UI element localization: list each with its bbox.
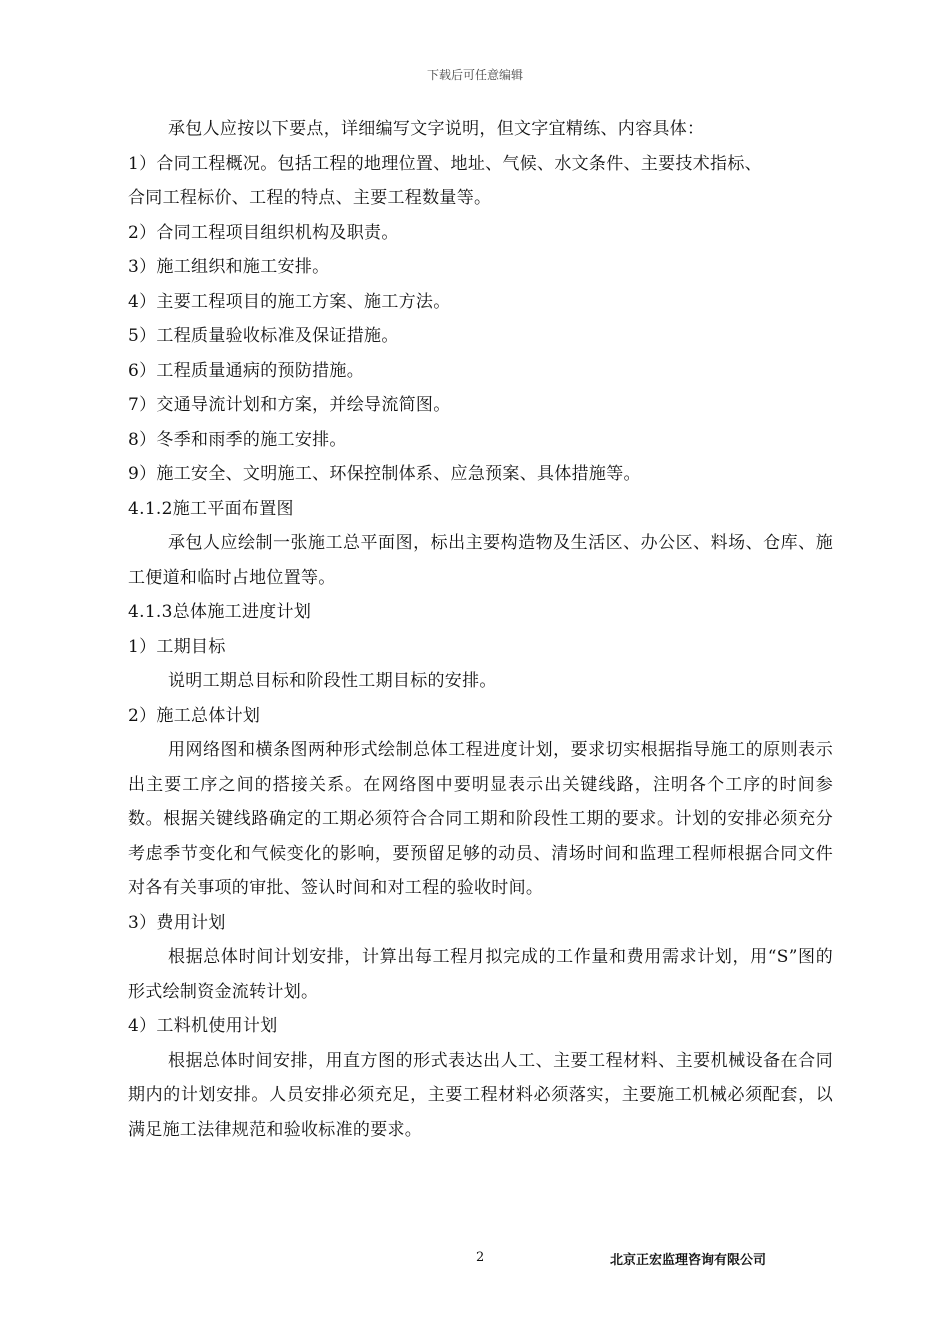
page-header: 下载后可任意编辑 [426,68,523,82]
list-item: 4）主要工程项目的施工方案、施工方法。 [128,291,451,312]
list-item: 6）工程质量通病的预防措施。 [128,360,365,381]
list-item: 5）工程质量验收标准及保证措施。 [128,326,399,346]
list-item: 1）合同工程概况。包括工程的地理位置、地址、气候、水文条件、主要技术指标、 [128,153,762,174]
list-item: 8）冬季和雨季的施工安排。 [128,429,347,450]
subsection-paragraph: 用网络图和横条图两种形式绘制总体工程进度计划，要求切实根据指导施工的原则表示出主要工序之间的搭接关系。在网络图中要明显表示出关键线路，注明各个工序的时间参数。根据关键线路确定的工期必须符合合同工期和阶段性工期的要求。计划的安排必须充分考虑季节变化和气候变化的影响，要预留足够的动员、清场时间和监理工程师根据合同文件对各有关事项的审批、签认时间和对工程的验收时间。 [128,740,833,898]
subsection-heading: 4）工料机使用计划 [128,1016,278,1036]
list-item: 3）施工组织和施工安排。 [128,257,330,277]
subsection-paragraph: 根据总体时间安排，用直方图的形式表达出人工、主要工程材料、主要机械设备在合同期内的计划安排。人员安排必须充足，主要工程材料必须落实，主要施工机械必须配套，以满足施工法律规范和验收标准的要求。 [128,1050,833,1140]
subsection-heading: 1）工期目标 [128,636,226,657]
subsection-paragraph: 说明工期总目标和阶段性工期目标的安排。 [168,671,497,691]
section-heading-4-1-3: 4.1.3总体施工进度计划 [128,602,312,622]
section-4-1-2-paragraph: 承包人应绘制一张施工总平面图，标出主要构造物及生活区、办公区、料场、仓库、施工便道和临时占地位置等。 [128,533,833,588]
intro-paragraph: 承包人应按以下要点，详细编写文字说明，但文字宜精练、内容具体： [168,119,705,139]
subsection-heading: 2）施工总体计划 [128,705,261,726]
company-name: 北京正宏监理咨询有限公司 [610,1253,767,1268]
page-number: 2 [476,1250,485,1265]
list-item: 9）施工安全、文明施工、环保控制体系、应急预案、具体措施等。 [128,464,641,484]
list-item: 2）合同工程项目组织机构及职责。 [128,222,399,243]
subsection-heading: 3）费用计划 [128,912,226,933]
subsection-paragraph: 根据总体时间计划安排，计算出每工程月拟完成的工作量和费用需求计划，用“S”图的形式绘制资金流转计划。 [128,947,833,1002]
list-item: 合同工程标价、工程的特点、主要工程数量等。 [128,188,492,208]
list-item: 7）交通导流计划和方案，并绘导流简图。 [128,395,451,415]
document-body [128,112,833,1147]
section-heading-4-1-2: 4.1.2施工平面布置图 [128,498,294,519]
